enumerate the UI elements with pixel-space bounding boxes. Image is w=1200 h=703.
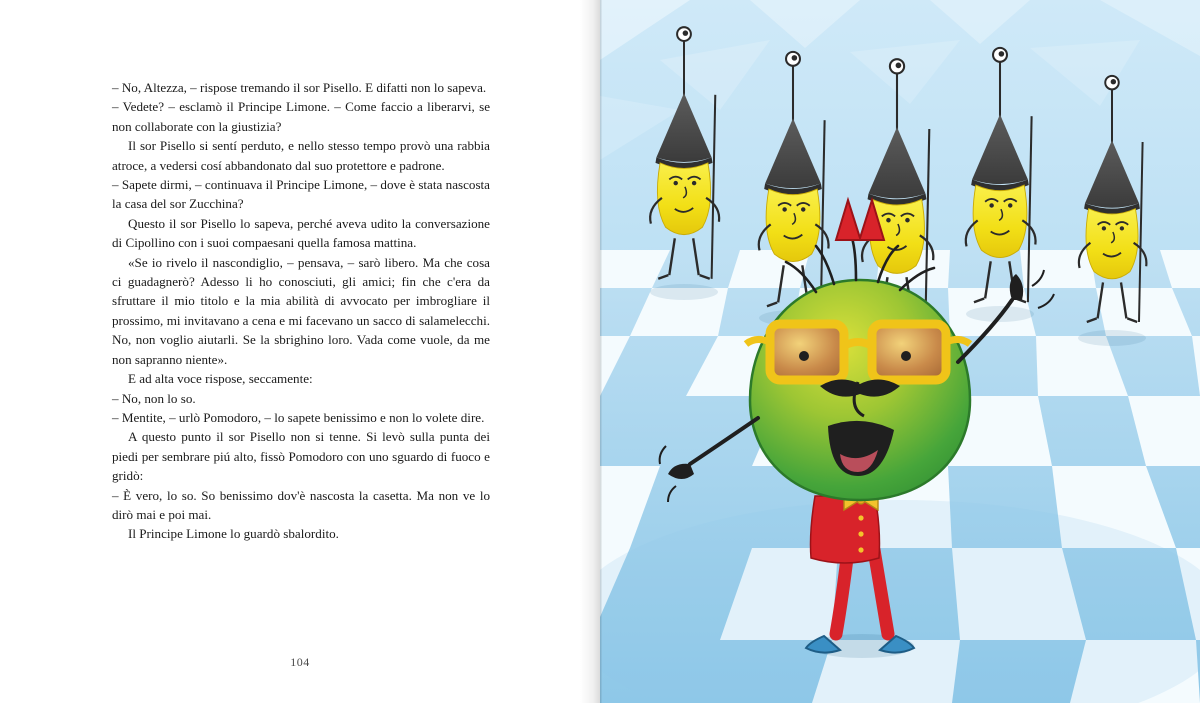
body-text <box>112 78 490 544</box>
paragraph: – È vero, lo so. So benissimo dov'è nascosta la casetta. Ma non ve lo dirò mai e poi mai. <box>112 487 490 522</box>
right-illustration-page <box>600 0 1200 703</box>
paragraph: – Mentite, – urlò Pomodoro, – lo sapete benissimo e non lo volete dire. <box>112 409 485 425</box>
paragraph: A questo punto il sor Pisello non si tenne. Si levò sulla punta dei piedi per sembrare piú alto, fissò Pomodoro con uno sguardo di fuoco e gridò: <box>112 429 490 484</box>
paragraph: – No, Altezza, – rispose tremando il sor Pisello. E difatti non lo sapeva. <box>112 80 487 95</box>
paragraph: – No, non lo so. <box>112 390 196 406</box>
illustration <box>600 0 1200 703</box>
paragraph: – Vedete? – esclamò il Principe Limone. – Come faccio a liberarvi, se non collaborate con la giustizia? <box>112 99 490 134</box>
paragraph: – Sapete dirmi, – continuava il Principe Limone, – dove è stata nascosta la casa del sor Zucchina? <box>112 177 490 212</box>
page-number: 104 <box>290 655 310 669</box>
paragraph: Il Principe Limone lo guardò sbalordito. <box>128 526 339 542</box>
paragraph: E ad alta voce rispose, seccamente: <box>128 371 313 387</box>
paragraph: Il sor Pisello si sentí perduto, e nello stesso tempo provò una rabbia atroce, a vedersi cosí abbandonato dal suo protettore e padrone. <box>112 138 490 173</box>
paragraph: «Se io rivelo il nascondiglio, – pensava, – sarò libero. Ma che cosa ci guadagnerò? Adesso li ho conosciuti, gli amici; fin che c'era da sfruttare il mio titolo e la mia abilità di avvocato per imbrogliare il prossimo, mi invitavano a cena e mi facevano un sacco di salamelecchi. No, non voglio aiutarli. Se la sbrighino loro. Vada come vuole, da me non sapranno niente». <box>112 254 490 367</box>
paragraph: Questo il sor Pisello lo sapeva, perché aveva udito la conversazione di Cipollino con i suoi compaesani quella famosa mattina. <box>112 215 490 251</box>
